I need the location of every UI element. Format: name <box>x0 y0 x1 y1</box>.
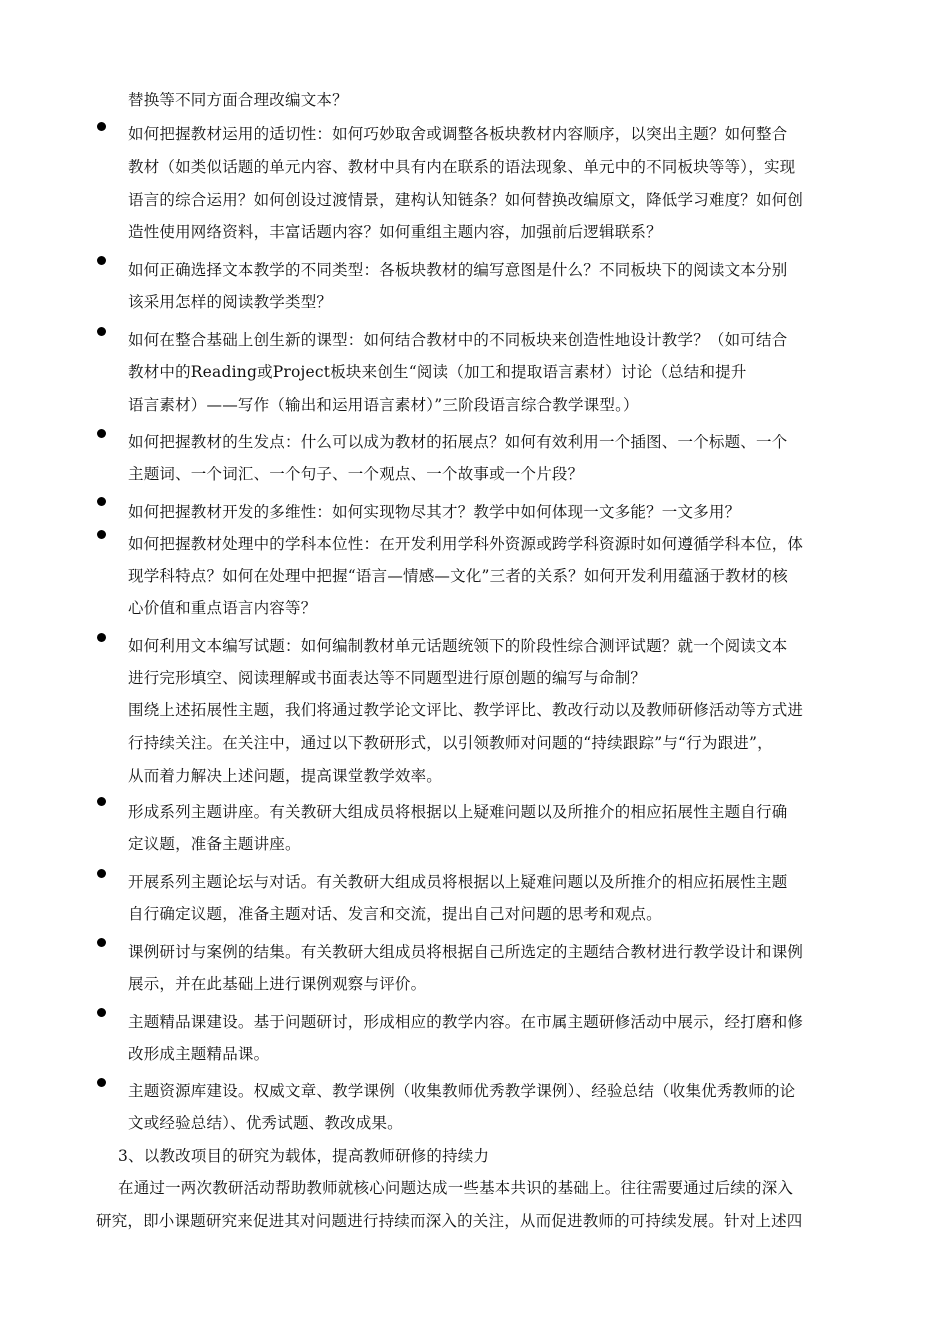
bullet-10-line-2: 展示，并在此基础上进行课例观察与评价。 <box>128 975 427 993</box>
bullet-1-line-3: 语言的综合运用？如何创设过渡情景，建构认知链条？如何替换改编原文，降低学习难度？如何创 <box>128 191 804 209</box>
bullet-10-line-1: 课例研讨与案例的结集。有关教研大组成员将根据自己所选定的主题结合教材进行教学设计和课例 <box>128 943 804 961</box>
paragraph-2-line-1: 在通过一两次教研活动帮助教师就核心问题达成一些基本共识的基础上。往往需要通过后续的深入 <box>118 1179 794 1197</box>
bullet-11-line-1: 主题精品课建设。基于问题研讨，形成相应的教学内容。在市属主题研修活动中展示，经打磨和修 <box>128 1013 804 1031</box>
paragraph-1-line-1: 围绕上述拓展性主题，我们将通过教学论文评比、教学评比、教改行动以及教师研修活动等方式进 <box>128 701 804 719</box>
bullet-11-line-2: 改形成主题精品课。 <box>128 1045 270 1063</box>
paragraph-1-line-2: 行持续关注。在关注中，通过以下教研形式，以引领教师对问题的“持续跟踪”与“行为跟进”， <box>128 734 773 752</box>
bullet-8-line-2: 定议题，准备主题讲座。 <box>128 835 301 853</box>
bullet-9-line-2: 自行确定议题，准备主题对话、发言和交流，提出自己对问题的思考和观点。 <box>128 905 662 923</box>
bullet-dot <box>97 530 106 539</box>
bullet-4-line-1: 如何把握教材的生发点：什么可以成为教材的拓展点？如何有效利用一个插图、一个标题、一个 <box>128 433 788 451</box>
bullet-dot <box>97 122 106 131</box>
bullet-dot <box>97 256 106 265</box>
bullet-12-line-1: 主题资源库建设。权威文章、教学课例（收集教师优秀教学课例）、经验总结（收集优秀教师的论 <box>128 1082 796 1100</box>
bullet-9-line-1: 开展系列主题论坛与对话。有关教研大组成员将根据以上疑难问题以及所推介的相应拓展性主题 <box>128 873 788 891</box>
section-heading: 3、以教改项目的研究为载体，提高教师研修的持续力 <box>118 1147 490 1165</box>
bullet-5-line-1: 如何把握教材开发的多维性：如何实现物尽其才？教学中如何体现一文多能？一文多用？ <box>128 503 741 521</box>
bullet-8-line-1: 形成系列主题讲座。有关教研大组成员将根据以上疑难问题以及所推介的相应拓展性主题自行确 <box>128 803 788 821</box>
bullet-dot <box>97 497 106 506</box>
bullet-2-line-1: 如何正确选择文本教学的不同类型：各板块教材的编写意图是什么？不同板块下的阅读文本分别 <box>128 261 788 279</box>
bullet-dot <box>97 429 106 438</box>
bullet-1-line-2: 教材（如类似话题的单元内容、教材中具有内在联系的语法现象、单元中的不同板块等等），实现 <box>128 158 796 176</box>
bullet-2-line-2: 该采用怎样的阅读教学类型？ <box>128 293 333 311</box>
bullet-dot <box>97 938 106 947</box>
bullet-dot <box>97 1078 106 1087</box>
bullet-6-line-1: 如何把握教材处理中的学科本位性：在开发利用学科外资源或跨学科资源时如何遵循学科本位，体 <box>128 535 804 553</box>
paragraph-2-line-2: 研究，即小课题研究来促进其对问题进行持续而深入的关注，从而促进教师的可持续发展。针对上述四 <box>96 1212 803 1230</box>
bullet-dot <box>97 327 106 336</box>
intro-line: 替换等不同方面合理改编文本？ <box>128 91 348 109</box>
bullet-3-line-3: 语言素材）——写作（输出和运用语言素材）”三阶段语言综合教学课型。） <box>128 396 639 414</box>
bullet-6-line-2: 现学科特点？如何在处理中把握“语言—情感—文化”三者的关系？如何开发利用蕴涵于教材的核 <box>128 567 788 585</box>
paragraph-1-line-3: 从而着力解决上述问题，提高课堂教学效率。 <box>128 767 443 785</box>
bullet-4-line-2: 主题词、一个词汇、一个句子、一个观点、一个故事或一个片段？ <box>128 465 584 483</box>
bullet-3-line-1: 如何在整合基础上创生新的课型：如何结合教材中的不同板块来创造性地设计教学？（如可结合 <box>128 331 788 349</box>
bullet-6-line-3: 心价值和重点语言内容等？ <box>128 599 317 617</box>
bullet-1-line-1: 如何把握教材运用的适切性：如何巧妙取舍或调整各板块教材内容顺序，以突出主题？如何整合 <box>128 125 788 143</box>
bullet-dot <box>97 869 106 878</box>
bullet-7-line-1: 如何利用文本编写试题：如何编制教材单元话题统领下的阶段性综合测评试题？就一个阅读文本 <box>128 637 788 655</box>
bullet-7-line-2: 进行完形填空、阅读理解或书面表达等不同题型进行原创题的编写与命制？ <box>128 669 647 687</box>
bullet-dot <box>97 1008 106 1017</box>
bullet-3-line-2: 教材中的Reading或Project板块来创生“阅读（加工和提取语言素材）讨论（总结和提升 <box>128 363 747 381</box>
bullet-dot <box>97 797 106 806</box>
bullet-12-line-2: 文或经验总结）、优秀试题、教改成果。 <box>128 1114 403 1132</box>
bullet-1-line-4: 造性使用网络资料，丰富话题内容？如何重组主题内容，加强前后逻辑联系？ <box>128 223 662 241</box>
bullet-dot <box>97 633 106 642</box>
